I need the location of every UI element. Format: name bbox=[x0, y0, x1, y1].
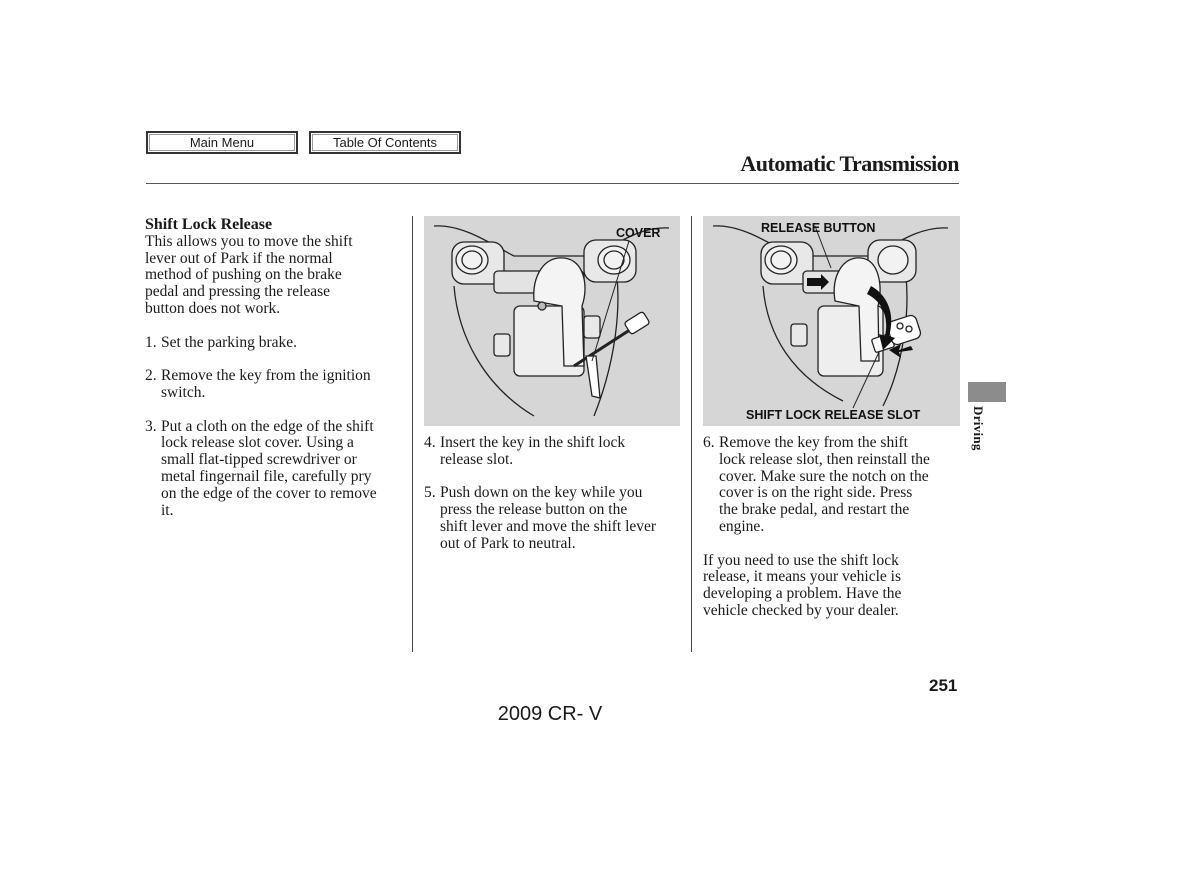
step-text: shift lever and move the shift lever bbox=[440, 517, 657, 535]
column-divider bbox=[691, 216, 692, 652]
step-text: cover is on the right side. Press bbox=[719, 484, 913, 502]
step-text: Push down on the key while you bbox=[440, 484, 643, 502]
note-line: release, it means your vehicle is bbox=[703, 568, 901, 586]
page-number: 251 bbox=[929, 676, 958, 695]
step-number: 2. bbox=[145, 367, 157, 385]
step-number: 4. bbox=[424, 434, 436, 451]
step-text: cover. Make sure the notch on the bbox=[719, 467, 929, 485]
step-text: Insert the key in the shift lock bbox=[440, 434, 626, 451]
main-menu-button[interactable]: Main Menu bbox=[146, 131, 298, 154]
note-line: If you need to use the shift lock bbox=[703, 551, 899, 569]
step-text: Put a cloth on the edge of the shift bbox=[161, 417, 374, 435]
label-release-button: RELEASE BUTTON bbox=[761, 221, 876, 235]
page-title: Automatic Transmission bbox=[740, 151, 959, 176]
label-cover: COVER bbox=[616, 226, 661, 240]
step-3 bbox=[145, 419, 407, 520]
step-text: the brake pedal, and restart the bbox=[719, 501, 910, 519]
step-text: metal fingernail file, carefully pry bbox=[161, 467, 372, 485]
step-4 bbox=[424, 435, 686, 469]
label-shift-lock-release-slot: SHIFT LOCK RELEASE SLOT bbox=[746, 408, 921, 422]
step-text: Remove the key from the shift bbox=[719, 434, 908, 451]
note-line: developing a problem. Have the bbox=[703, 585, 902, 603]
table-of-contents-button[interactable]: Table Of Contents bbox=[309, 131, 461, 154]
right-column bbox=[703, 435, 965, 620]
intro-line: button does not work. bbox=[145, 299, 281, 317]
note-line: vehicle checked by your dealer. bbox=[703, 601, 899, 619]
shifter-illustration bbox=[424, 216, 680, 426]
step-text: it. bbox=[161, 501, 174, 519]
section-tab-marker bbox=[968, 382, 1006, 402]
step-text: on the edge of the cover to remove bbox=[161, 484, 377, 502]
intro-line: pedal and pressing the release bbox=[145, 283, 331, 301]
column-divider bbox=[412, 216, 413, 652]
section-tab-label: Driving bbox=[971, 406, 986, 451]
left-column bbox=[145, 217, 407, 519]
step-text: out of Park to neutral. bbox=[440, 534, 576, 552]
shifter-key-illustration bbox=[703, 216, 960, 426]
footer-model: 2009 CR- V bbox=[497, 703, 603, 725]
step-number: 6. bbox=[703, 434, 715, 451]
step-text: Set the parking brake. bbox=[161, 333, 298, 351]
figure-cover-removal bbox=[424, 216, 680, 426]
step-text: small flat-tipped screwdriver or bbox=[161, 451, 357, 469]
step-text: engine. bbox=[719, 517, 765, 535]
intro-line: method of pushing on the brake bbox=[145, 266, 342, 284]
intro-line: This allows you to move the shift bbox=[145, 232, 353, 250]
step-text: switch. bbox=[161, 383, 206, 401]
step-number: 1. bbox=[145, 333, 157, 351]
step-2 bbox=[145, 368, 407, 402]
section-heading: Shift Lock Release bbox=[145, 216, 273, 233]
step-5 bbox=[424, 485, 686, 552]
step-text: lock release slot, then reinstall the bbox=[719, 450, 930, 468]
figure-release-slot bbox=[703, 216, 960, 426]
step-text: release slot. bbox=[440, 450, 514, 468]
step-number: 3. bbox=[145, 417, 157, 435]
intro-line: lever out of Park if the normal bbox=[145, 249, 333, 267]
title-divider bbox=[146, 183, 959, 184]
step-text: lock release slot cover. Using a bbox=[161, 434, 354, 452]
step-number: 5. bbox=[424, 484, 436, 502]
step-6 bbox=[703, 435, 965, 536]
step-text: Remove the key from the ignition bbox=[161, 367, 371, 385]
step-text: press the release button on the bbox=[440, 501, 628, 519]
step-1 bbox=[145, 335, 407, 352]
middle-column bbox=[424, 435, 686, 553]
